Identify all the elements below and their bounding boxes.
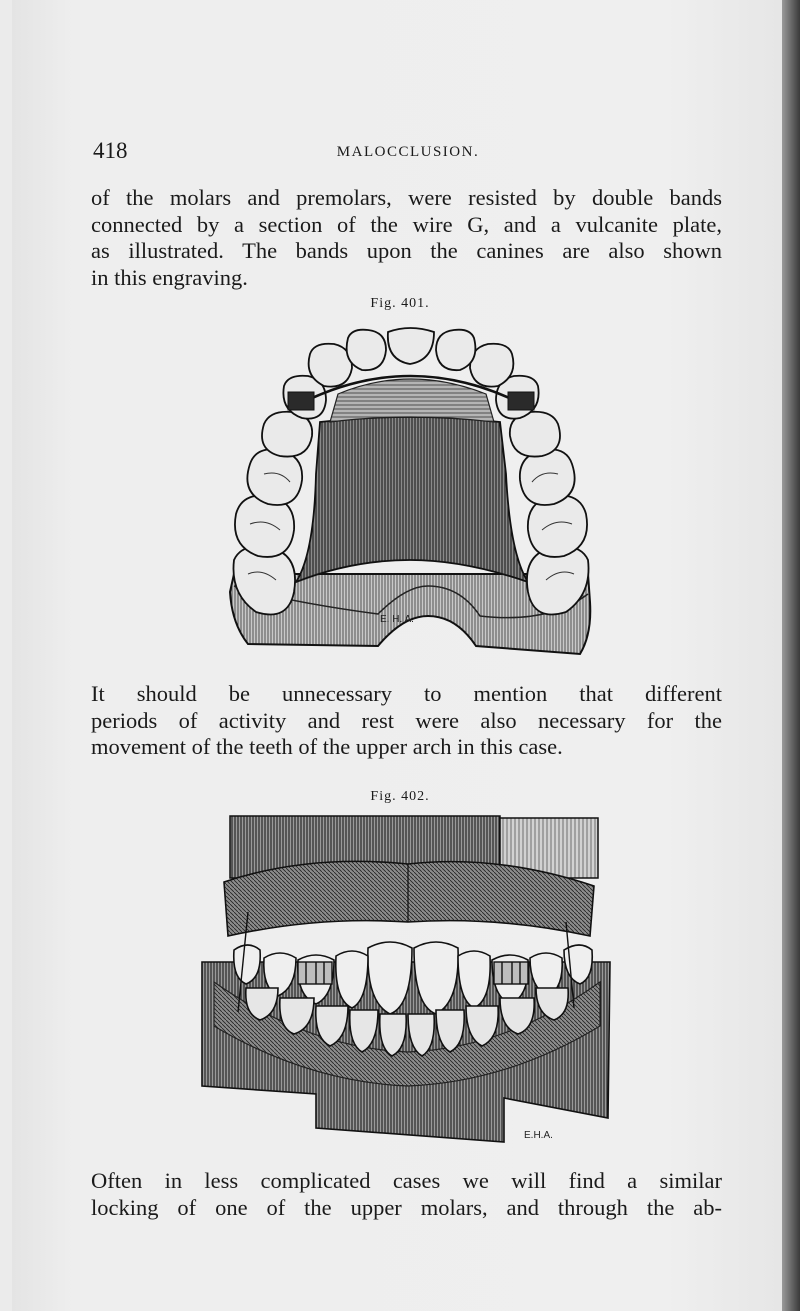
paragraph-2-line: movement of the teeth of the upper arch in this case. bbox=[91, 734, 563, 759]
paragraph-3-line: Often in less complicated cases we will find a similar bbox=[91, 1168, 722, 1193]
paragraph-3-line: locking of one of the upper molars, and through the ab- bbox=[91, 1194, 722, 1220]
figure-401-caption: Fig. 401. bbox=[370, 296, 430, 311]
upper-gum bbox=[224, 861, 594, 936]
page-edge-shadow bbox=[782, 0, 800, 1311]
page-number: 418 bbox=[93, 138, 128, 163]
left-canine-band bbox=[288, 392, 314, 410]
paragraph-1-line: connected by a section of the wire G, and a vulcanite plate, bbox=[91, 211, 722, 237]
paragraph-1-line: as illustrated. The bands upon the canines are also shown bbox=[91, 238, 722, 263]
figure-402-engraver-mark: E.H.A. bbox=[524, 1130, 553, 1141]
paragraph-1 bbox=[91, 185, 722, 291]
right-canine-band bbox=[508, 392, 534, 410]
paragraph-2-line: periods of activity and rest were also necessary for the bbox=[91, 707, 722, 733]
figure-401-illustration bbox=[228, 324, 594, 660]
paragraph-1-line: in this engraving. bbox=[91, 264, 248, 290]
figure-402-caption: Fig. 402. bbox=[370, 789, 430, 804]
paragraph-2 bbox=[91, 681, 722, 761]
palate-plate bbox=[296, 379, 528, 582]
running-head bbox=[93, 138, 723, 168]
paragraph-1-line: of the molars and premolars, were resisted by double bands bbox=[91, 185, 722, 210]
running-title: MALOCCLUSION. bbox=[336, 144, 480, 160]
paragraph-2-line: It should be unnecessary to mention that different bbox=[91, 681, 722, 706]
paragraph-3 bbox=[91, 1168, 722, 1221]
figure-401-engraver-mark: E. H. A. bbox=[380, 614, 414, 625]
figure-402-illustration bbox=[198, 812, 616, 1146]
